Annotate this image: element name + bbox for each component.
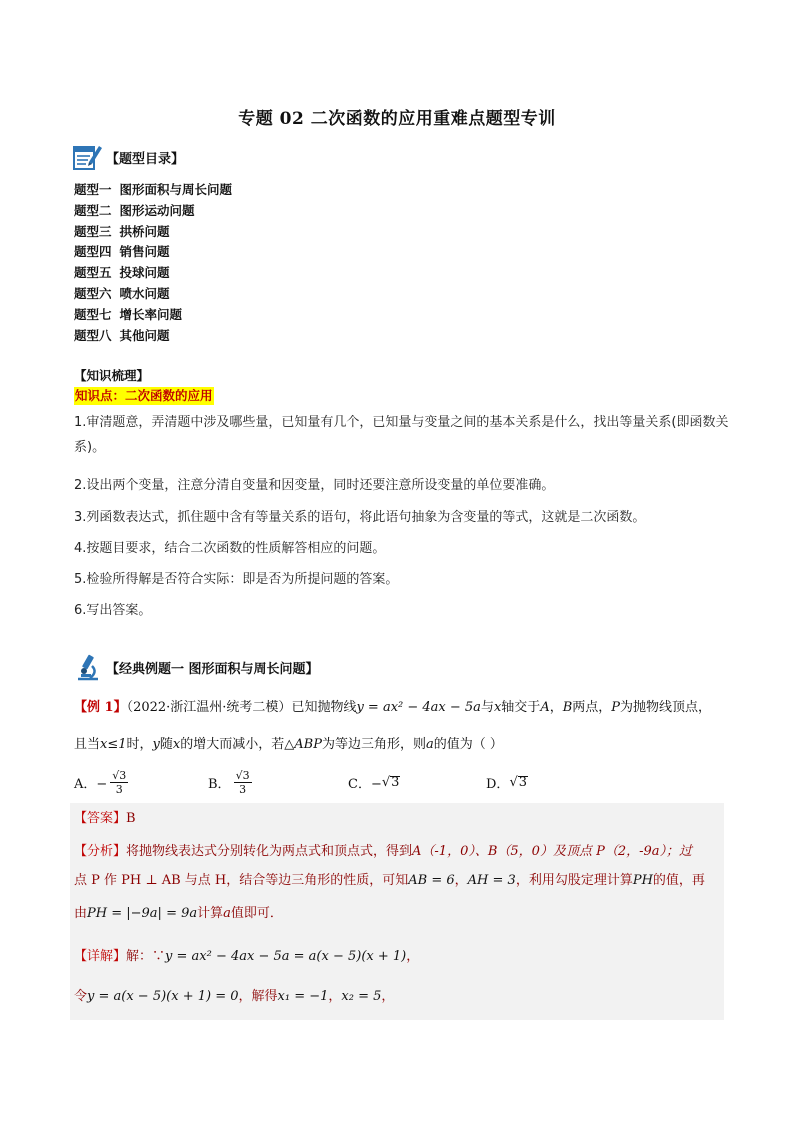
question-text: 的增大而减小，若 (180, 737, 285, 752)
option-b[interactable] (208, 764, 252, 800)
math-condition: x≤1 (100, 737, 127, 752)
catalog-item[interactable] (74, 284, 232, 305)
catalog-item-name: 拱桥问题 (119, 223, 170, 239)
math-triangle: △ABP (284, 737, 322, 752)
detail-text: ， (406, 949, 420, 964)
analysis-line-3 (74, 900, 724, 928)
question-text: 为抛物线顶点， (620, 700, 712, 715)
example-question-line-1 (74, 692, 734, 723)
radicand: 3 (391, 774, 400, 790)
math-symbol: P (611, 700, 621, 715)
analysis-text: ， (454, 873, 468, 888)
catalog-item[interactable] (74, 201, 232, 222)
knowledge-line: 5.检验所得解是否符合实际：即是否为所提问题的答案。 (74, 572, 399, 587)
knowledge-line: 2.设出两个变量，注意分清自变量和因变量，同时还要注意所设变量的单位要准确。 (74, 478, 555, 493)
catalog-item-num: 题型七 (74, 306, 112, 322)
question-text: 与 (480, 700, 494, 715)
sqrt-expression: √ 3 (381, 774, 400, 790)
catalog-item[interactable] (74, 222, 232, 243)
knowledge-line: 1.审清题意，弄清题中涉及哪些量，已知量有几个，已知量与变量之间的基本关系是什么，找出等量关系(即函数关系)。 (74, 415, 729, 455)
option-d-label: D． (486, 776, 510, 792)
catalog-item-name: 增长率问题 (119, 306, 183, 322)
detail-line-2 (74, 983, 724, 1011)
math-symbol: y (152, 737, 160, 752)
analysis-label: 【分析】 (74, 844, 127, 859)
math-expression: PH (632, 873, 653, 888)
catalog-item[interactable] (74, 263, 232, 284)
analysis-text: 点 P 作 PH ⊥ AB 与点 H，结合等边三角形的性质，可知 (74, 873, 409, 888)
example-header (72, 652, 319, 682)
catalog-item[interactable] (74, 305, 232, 326)
catalog-item-num: 题型五 (74, 265, 112, 281)
example-label: 【例 1】 (74, 700, 127, 715)
catalog-item-name: 销售问题 (119, 244, 170, 260)
math-expression: y = a(x − 5)(x + 1) = 0 (87, 989, 239, 1004)
question-text: 已知抛物线 (291, 700, 357, 715)
math-expression: PH = |−9a| = 9a (87, 906, 198, 921)
catalog-item-num: 题型二 (74, 202, 112, 218)
option-a-fraction (110, 769, 128, 796)
analysis-points: A（-1，0）、B（5，0）及顶点 P（2，-9a）；过 (412, 844, 693, 859)
fraction-numerator: √3 (112, 768, 127, 782)
math-expression: AH = 3 (467, 873, 516, 888)
math-expression: y = ax² − 4ax − 5a = a(x − 5)(x + 1) (165, 949, 407, 964)
analysis-line-1 (74, 838, 724, 866)
detail-text: 令 (74, 989, 88, 1004)
detail-label: 【详解】 (74, 949, 127, 964)
detail-text: ，解得 (238, 989, 278, 1004)
knowledge-line: 6.写出答案。 (74, 603, 152, 618)
option-a[interactable] (74, 764, 128, 800)
catalog-header (72, 142, 184, 172)
catalog-heading: 【题型目录】 (106, 151, 185, 167)
knowledge-line: 4.按题目要求，结合二次函数的性质解答相应的问题。 (74, 541, 386, 556)
detail-text: 解：∵ (126, 949, 166, 964)
example-heading: 【经典例题一 图形面积与周长问题】 (106, 661, 319, 677)
fraction-denominator: 3 (239, 782, 247, 796)
question-text: 时， (126, 737, 153, 752)
question-text: 为等边三角形，则 (321, 737, 426, 752)
knowledge-line: 3.列函数表达式，抓住题中含有等量关系的语句，将此语句抽象为含变量的等式，这就是二次函数。 (74, 510, 646, 525)
math-symbol: x (172, 737, 181, 752)
catalog-list (74, 180, 232, 346)
knowledge-point-highlight: 知识点：二次函数的应用 (75, 388, 213, 403)
math-symbol: x (493, 700, 502, 715)
example-source: （2022·浙江温州·统考二模） (126, 700, 292, 715)
catalog-item-name: 喷水问题 (119, 285, 170, 301)
parabola-equation: y = ax² − 4ax − 5a (356, 700, 481, 715)
math-expression: x₁ = −1 (277, 989, 329, 1004)
analysis-text: 由 (74, 906, 88, 921)
option-c[interactable] (348, 764, 400, 800)
option-d[interactable] (486, 764, 528, 800)
question-text: 两点， (572, 700, 612, 715)
catalog-item-num: 题型六 (74, 285, 112, 301)
catalog-item-name: 其他问题 (119, 327, 170, 343)
catalog-item-num: 题型八 (74, 327, 112, 343)
detail-text: ， (381, 989, 395, 1004)
option-a-label: A．− (74, 776, 108, 792)
answer-label: 【答案】 (74, 811, 127, 826)
analysis-text: 值即可． (230, 906, 283, 921)
analysis-line-2 (74, 867, 724, 895)
answer-value: B (126, 811, 136, 826)
detail-text: ， (328, 989, 342, 1004)
catalog-item-name: 投球问题 (119, 265, 170, 281)
catalog-item-name: 图形面积与周长问题 (119, 182, 233, 197)
catalog-item-num: 题型四 (74, 244, 112, 260)
page-title: 专题 02 二次函数的应用重难点题型专训 (238, 109, 556, 129)
option-c-label: C．− (348, 776, 382, 792)
math-symbol: B (562, 700, 573, 715)
sqrt-expression: √ 3 (509, 774, 528, 790)
catalog-item[interactable] (74, 326, 232, 347)
catalog-item-name: 图形运动问题 (119, 202, 195, 218)
analysis-text: 计算 (197, 906, 224, 921)
analysis-text: 将抛物线表达式分别转化为两点式和顶点式，得到 (126, 844, 413, 859)
radicand: 3 (518, 774, 528, 790)
math-symbol: a (425, 737, 434, 752)
notepad-pencil-icon (72, 142, 102, 172)
math-expression: x₂ = 5 (341, 989, 382, 1004)
fraction-numerator: √3 (235, 768, 250, 782)
question-text: 的值为（ ） (433, 737, 503, 752)
question-text: 随 (159, 737, 173, 752)
question-text: ， (549, 700, 563, 715)
catalog-item[interactable] (74, 242, 232, 263)
option-b-fraction (234, 769, 252, 796)
math-expression: AB = 6 (408, 873, 455, 888)
detail-line-1 (74, 943, 724, 971)
analysis-text: ，利用勾股定理计算 (515, 873, 633, 888)
example-question-line-2 (74, 729, 734, 760)
microscope-icon (72, 652, 102, 682)
fraction-denominator: 3 (115, 782, 123, 796)
knowledge-heading: 【知识梳理】 (74, 368, 150, 383)
option-b-label: B． (208, 776, 231, 792)
analysis-text: 的值，再 (652, 873, 705, 888)
catalog-item[interactable] (74, 180, 232, 201)
question-text: 轴交于 (501, 700, 541, 715)
answer-line (74, 805, 724, 833)
math-symbol: A (540, 700, 550, 715)
math-symbol: a (223, 906, 231, 921)
answer-options (74, 764, 734, 800)
catalog-item-num: 题型一 (74, 182, 112, 197)
question-text: 且当 (74, 737, 101, 752)
catalog-item-num: 题型三 (74, 223, 112, 239)
